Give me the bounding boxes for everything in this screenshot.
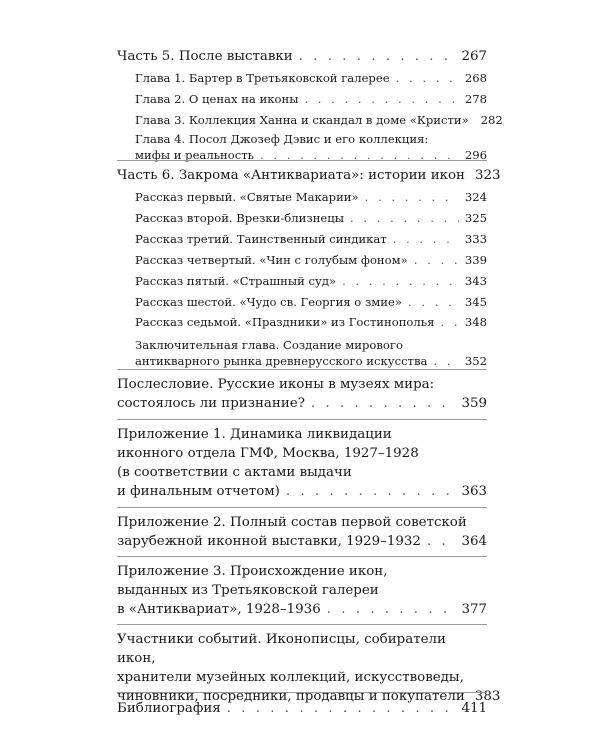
leader-dots	[408, 294, 459, 310]
toc-title-line: состоялось ли признание?	[117, 396, 305, 411]
toc-title: Библиография	[117, 701, 221, 716]
leader-dots	[433, 353, 459, 369]
toc-title-line: Заключительная глава. Создание мирового	[135, 338, 403, 352]
leader-dots	[311, 394, 458, 413]
toc-appendix-2[interactable]	[117, 513, 487, 551]
leader-dots	[299, 47, 458, 66]
toc-title-line: (в соответствии с актами выдачи	[117, 465, 352, 480]
toc-story-6[interactable]	[135, 294, 487, 310]
toc-title-line: и финальным отчетом)	[117, 484, 280, 499]
leader-dots	[342, 273, 459, 289]
toc-story-1[interactable]	[135, 189, 487, 205]
toc-page: 296	[464, 148, 487, 162]
toc-title-line: чиновники, посредники, продавцы и покупатели	[117, 689, 465, 704]
toc-title-line: мифы и реальность	[135, 148, 254, 162]
divider	[117, 160, 487, 161]
toc-title: Рассказ второй. Врезки-близнецы	[135, 211, 344, 225]
toc-title-line: Послесловие. Русские иконы в музеях мира:	[117, 377, 435, 392]
toc-page: 411	[461, 701, 487, 716]
leader-dots	[327, 600, 458, 619]
toc-page: 377	[461, 602, 487, 617]
leader-dots	[414, 252, 459, 268]
toc-final-chapter[interactable]	[135, 337, 487, 369]
toc-title: Рассказ четвертый. «Чин с голубым фоном»	[135, 253, 408, 267]
toc-title: Рассказ первый. «Святые Макарии»	[135, 190, 359, 204]
toc-title-line: антикварного рынка древнерусского искусства	[135, 354, 428, 368]
leader-dots	[393, 231, 459, 247]
leader-dots	[427, 532, 457, 551]
toc-title-line: Глава 4. Посол Джозеф Дэвис и его коллекция:	[135, 132, 429, 146]
toc-chapter-2[interactable]	[135, 91, 487, 107]
leader-dots	[350, 210, 459, 226]
divider	[117, 692, 487, 693]
toc-title: Глава 2. О ценах на иконы	[135, 92, 299, 106]
toc-page: 359	[461, 396, 487, 411]
divider	[117, 556, 487, 557]
toc-appendix-1[interactable]	[117, 425, 487, 501]
toc-story-5[interactable]	[135, 273, 487, 289]
toc-afterword[interactable]	[117, 375, 487, 413]
leader-dots	[304, 91, 459, 107]
divider	[117, 507, 487, 508]
toc-participants[interactable]	[117, 630, 501, 706]
toc-title-line: в «Антиквариат», 1928–1936	[117, 602, 321, 617]
leader-dots	[396, 70, 459, 86]
toc-chapter-3[interactable]	[135, 112, 503, 128]
toc-title: Рассказ третий. Таинственный синдикат	[135, 232, 387, 246]
toc-title-line: Приложение 1. Динамика ликвидации	[117, 427, 392, 442]
toc-page: 364	[461, 534, 487, 549]
toc-title: Рассказ шестой. «Чудо св. Георгия о змие»	[135, 295, 402, 309]
toc-bibliography[interactable]	[117, 699, 487, 718]
toc-title: Глава 3. Коллекция Ханна и скандал в доме «Кристи»	[135, 113, 469, 127]
toc-page: 345	[464, 295, 487, 309]
toc-story-2[interactable]	[135, 210, 487, 226]
toc-appendix-3[interactable]	[117, 562, 487, 619]
toc-page: 325	[464, 211, 487, 225]
divider	[117, 419, 487, 420]
toc-story-7[interactable]	[135, 314, 487, 330]
divider	[117, 369, 487, 370]
toc-title-line: зарубежной иконной выставки, 1929–1932	[117, 534, 421, 549]
toc-page: 352	[464, 354, 487, 368]
toc-title-line: хранители музейных коллекций, искусствоведы,	[117, 670, 464, 685]
leader-dots	[227, 699, 458, 718]
toc-part-6[interactable]	[117, 166, 501, 185]
toc-page: 267	[461, 49, 487, 64]
toc-story-3[interactable]	[135, 231, 487, 247]
toc-part-5[interactable]	[117, 47, 487, 66]
toc-page: 323	[474, 168, 501, 183]
toc-title: Глава 1. Бартер в Третьяковской галерее	[135, 71, 390, 85]
toc-story-4[interactable]	[135, 252, 487, 268]
toc-chapter-1[interactable]	[135, 70, 487, 86]
toc-page: 333	[464, 232, 487, 246]
toc-title-line: выданных из Третьяковской галереи	[117, 583, 379, 598]
leader-dots	[440, 314, 459, 330]
toc-title: Рассказ пятый. «Страшный суд»	[135, 274, 337, 288]
toc-page: 324	[464, 190, 487, 204]
toc-title-line: Участники событий. Иконописцы, собиратели икон,	[117, 632, 446, 666]
toc-title: Часть 6. Закрома «Антиквариата»: истории икон	[117, 168, 465, 183]
toc-page: 348	[464, 315, 487, 329]
toc-chapter-4[interactable]	[135, 131, 487, 163]
toc-title-line: иконного отдела ГМФ, Москва, 1927–1928	[117, 446, 419, 461]
toc-page: 278	[464, 92, 487, 106]
toc-page: 363	[461, 484, 487, 499]
toc-title: Рассказ седьмой. «Праздники» из Гостинополья	[135, 315, 435, 329]
leader-dots	[365, 189, 459, 205]
divider	[117, 624, 487, 625]
toc-page: 343	[464, 274, 487, 288]
toc-page: 383	[474, 689, 501, 704]
toc-page: 282	[480, 113, 503, 127]
leader-dots	[286, 482, 458, 501]
toc-title-line: Приложение 2. Полный состав первой советской	[117, 515, 467, 530]
toc-page: 268	[464, 71, 487, 85]
toc-page: 339	[464, 253, 487, 267]
toc-title: Часть 5. После выставки	[117, 49, 293, 64]
toc-title-line: Приложение 3. Происхождение икон,	[117, 564, 388, 579]
